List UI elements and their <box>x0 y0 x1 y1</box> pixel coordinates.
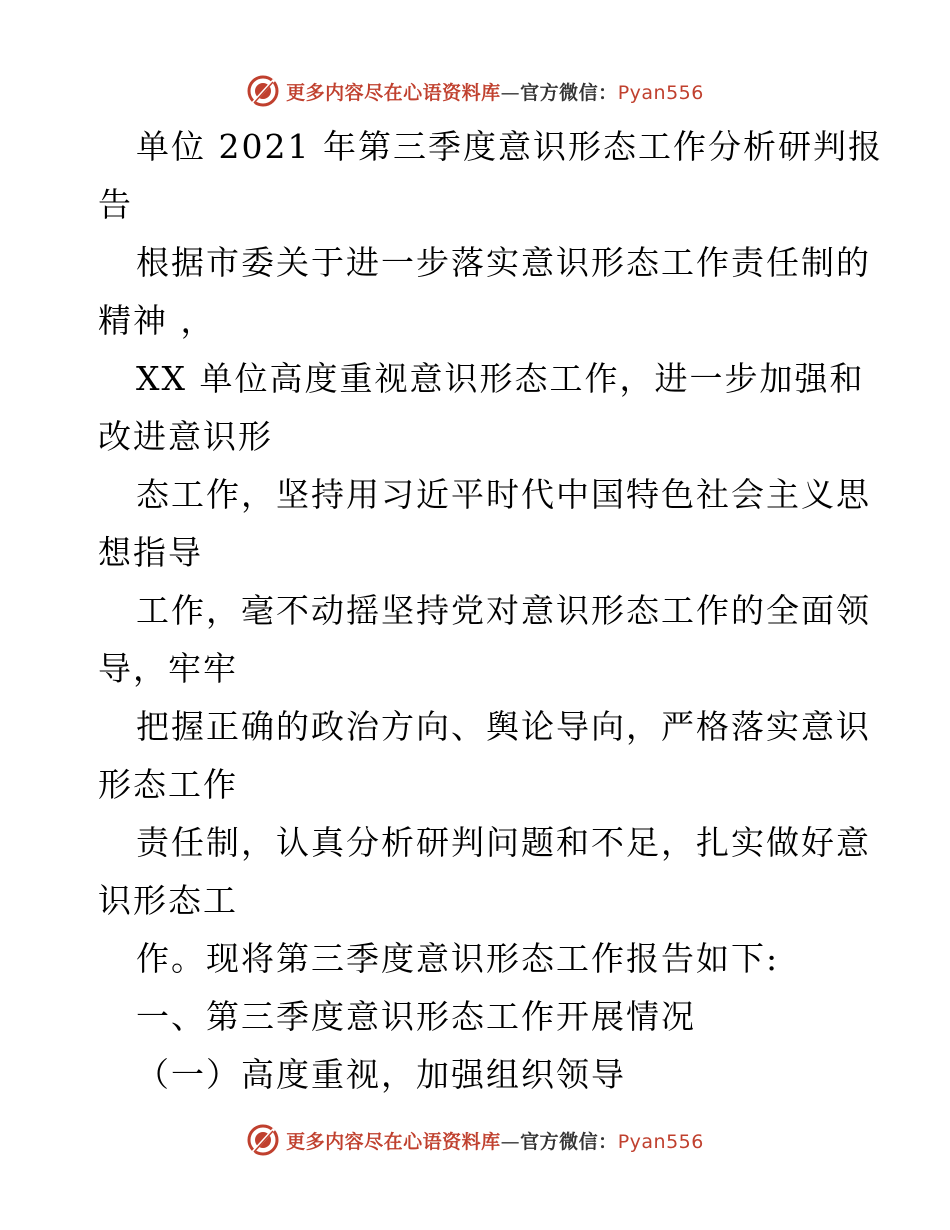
banner-separator: — <box>500 81 521 104</box>
paragraph-line: 精神 ， <box>98 301 216 340</box>
banner-wechat-id: Pyan556 <box>617 81 704 104</box>
paragraph-line: 工作，毫不动摇坚持党对意识形态工作的全面领 <box>136 591 871 630</box>
paragraph-line: 把握正确的政治方向、舆论导向，严格落实意识 <box>136 707 871 746</box>
paragraph-line: 改进意识形 <box>98 417 273 456</box>
paragraph-line: 责任制，认真分析研判问题和不足，扎实做好意 <box>136 823 871 862</box>
banner-library-text: 更多内容尽在心语资料库 <box>286 81 501 104</box>
paragraph-line: XX 单位高度重视意识形态工作，进一步加强和 <box>136 359 865 398</box>
header-banner <box>0 71 950 111</box>
banner-separator: — <box>500 1130 521 1153</box>
document-title-line-1: 单位 2021 年第三季度意识形态工作分析研判报 <box>136 127 883 166</box>
quill-seal-icon <box>246 1123 280 1157</box>
paragraph-line: 作。现将第三季度意识形态工作报告如下: <box>136 939 780 978</box>
document-body <box>98 118 883 1104</box>
subsection-heading: （一）高度重视，加强组织领导 <box>136 1055 626 1094</box>
banner-text <box>286 78 704 105</box>
footer-banner <box>0 1120 950 1160</box>
section-heading: 一、第三季度意识形态工作开展情况 <box>136 997 696 1036</box>
paragraph-line: 态工作，坚持用习近平时代中国特色社会主义思 <box>136 475 871 514</box>
paragraph-line: 导，牢牢 <box>98 649 238 688</box>
banner-library-text: 更多内容尽在心语资料库 <box>286 1130 501 1153</box>
banner-wechat-label: 官方微信： <box>520 1130 618 1153</box>
banner-text <box>286 1127 704 1154</box>
paragraph-line: 识形态工 <box>98 881 238 920</box>
document-title-line-2: 告 <box>98 185 133 224</box>
paragraph-line: 形态工作 <box>98 765 238 804</box>
banner-wechat-label: 官方微信： <box>520 81 618 104</box>
quill-seal-icon <box>246 74 280 108</box>
banner-wechat-id: Pyan556 <box>617 1130 704 1153</box>
paragraph-line: 根据市委关于进一步落实意识形态工作责任制的 <box>136 243 871 282</box>
paragraph-line: 想指导 <box>98 533 203 572</box>
